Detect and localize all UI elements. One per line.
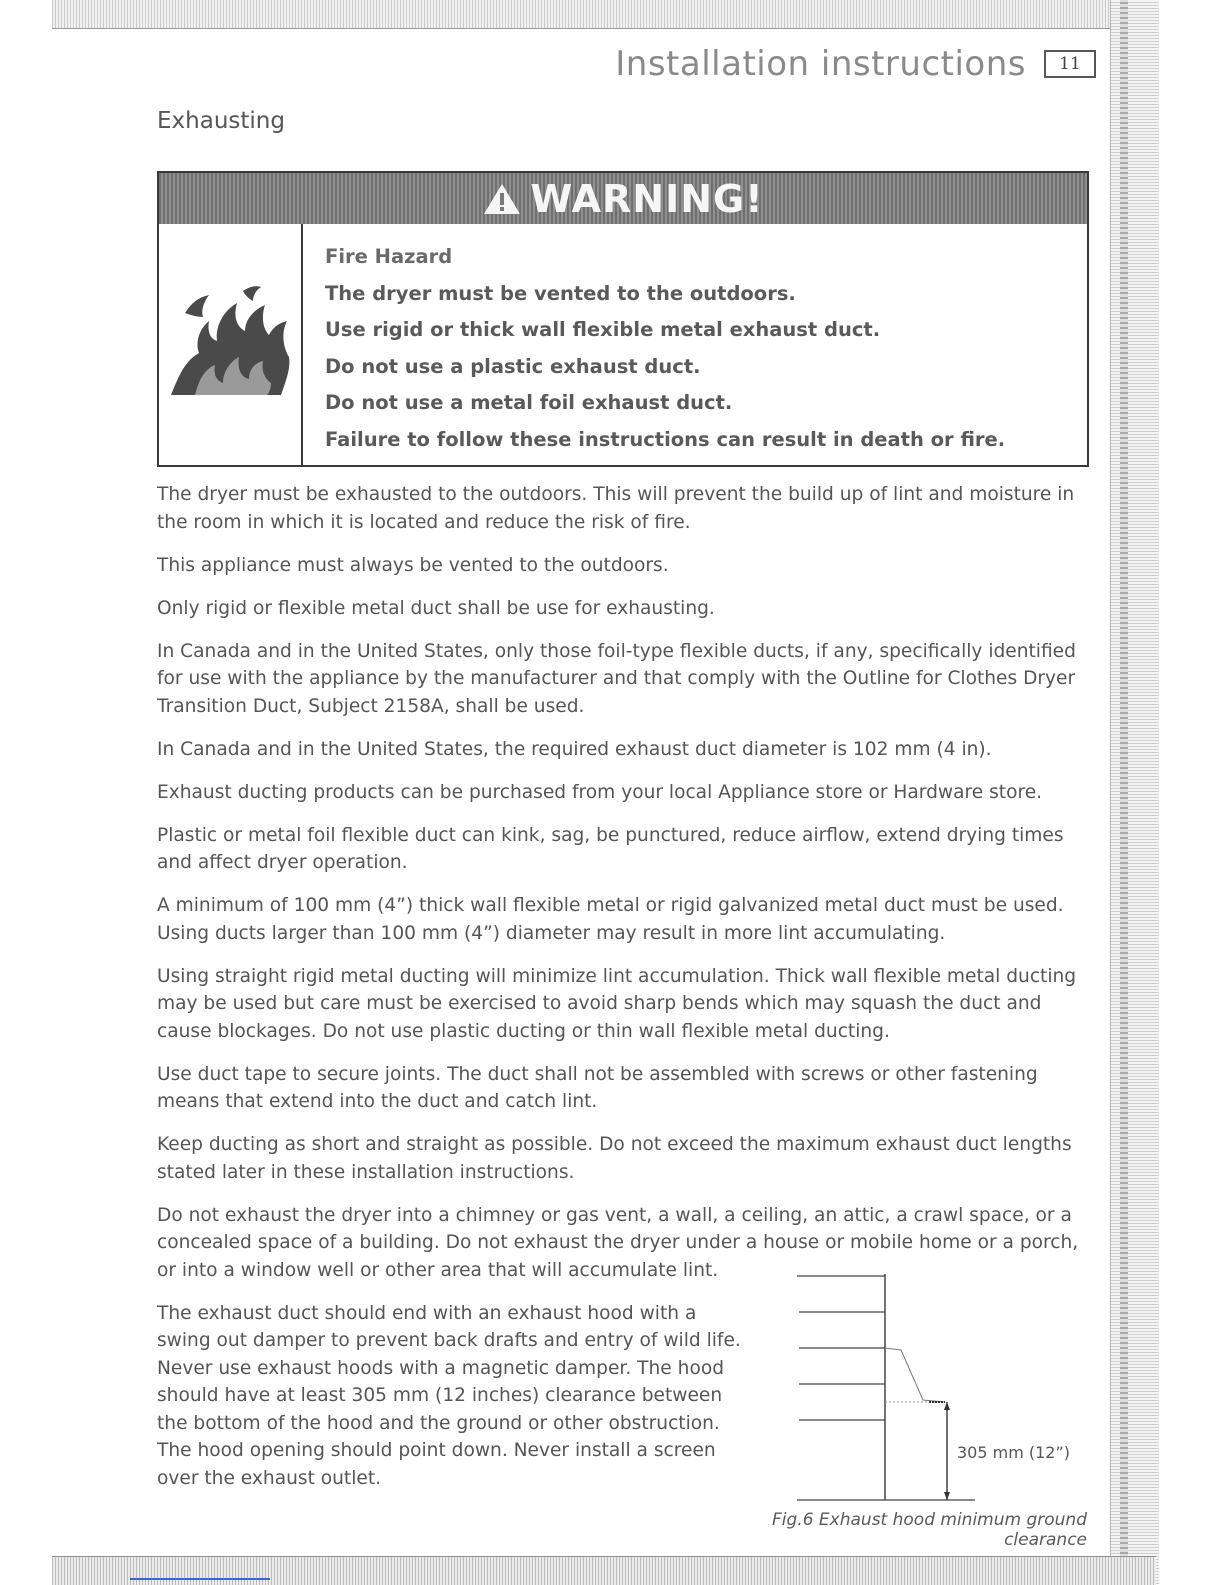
paragraph: Plastic or metal foil flexible duct can kink, sag, be punctured, reduce airflow, extend drying times and affect dryer operation. bbox=[157, 824, 1064, 873]
paragraph: The dryer must be exhausted to the outdoors. This will prevent the build up of lint and moisture in the room in which it is located and reduce the risk of fire. bbox=[157, 484, 1075, 533]
fire-hazard-icon bbox=[165, 283, 295, 407]
warning-line: Use rigid or thick wall flexible metal exhaust duct. bbox=[325, 318, 881, 341]
warning-line: The dryer must be vented to the outdoors. bbox=[325, 281, 796, 305]
paragraph: Use duct tape to secure joints. The duct shall not be assembled with screws or other fastening means that extend into the duct and catch lint. bbox=[157, 1063, 1038, 1112]
warning-triangle-icon bbox=[482, 182, 522, 216]
scan-edge-right bbox=[1110, 0, 1159, 1584]
warning-line: Do not use a metal foil exhaust duct. bbox=[325, 391, 733, 414]
paragraph: Using straight rigid metal ducting will minimize lint accumulation. Thick wall flexible metal ducting may be used but care must be exercised to avoid sharp bends which may squash the duct and cause blockages. Do not use plastic ducting or thin wall flexible metal ducting. bbox=[157, 965, 1077, 1042]
page-number: 11 bbox=[1044, 50, 1096, 78]
warning-box bbox=[157, 171, 1089, 467]
warning-title: WARNING! bbox=[530, 176, 764, 221]
paragraph: This appliance must always be vented to the outdoors. bbox=[157, 554, 669, 576]
scan-edge-top bbox=[52, 0, 1156, 29]
exhaust-hood-figure bbox=[795, 1272, 1095, 1504]
warning-header bbox=[159, 173, 1087, 224]
paragraph: In Canada and in the United States, the required exhaust duct diameter is 102 mm (4 in). bbox=[157, 738, 992, 760]
warning-icon-cell bbox=[159, 224, 303, 465]
figure-caption: Fig.6 Exhaust hood minimum ground clearance bbox=[772, 1510, 1087, 1550]
scan-edge-right-band bbox=[1120, 0, 1128, 1584]
scan-edge-link-mark bbox=[130, 1578, 270, 1580]
warning-text bbox=[325, 239, 1075, 458]
warning-line: Do not use a plastic exhaust duct. bbox=[325, 354, 701, 378]
warning-heading: Fire Hazard bbox=[325, 245, 453, 268]
paragraph-exhaust-hood: The exhaust duct should end with an exhaust hood with a swing out damper to prevent back drafts and entry of wild life. Never use exhaust hoods with a magnetic damper. The hood should have at least 305 mm (12 inches) clearance between the bottom of the hood and the ground or other obstruction. The hood opening should point down. Never install a screen over the exhaust outlet. bbox=[157, 1302, 741, 1489]
paragraph: Only rigid or flexible metal duct shall be use for exhausting. bbox=[157, 597, 715, 619]
paragraph: A minimum of 100 mm (4”) thick wall flexible metal or rigid galvanized metal duct must be used. Using ducts larger than 100 mm (4”) diameter may result in more lint accumulating. bbox=[157, 895, 1064, 944]
paragraph: In Canada and in the United States, only those foil-type flexible ducts, if any, specifically identified for use with the appliance by the manufacturer and that comply with the Outline for Clothes Dryer Transition Duct, Subject 2158A, shall be used. bbox=[157, 640, 1076, 717]
scan-edge-bottom bbox=[52, 1556, 1156, 1585]
clearance-dimension-label: 305 mm (12”) bbox=[957, 1443, 1071, 1462]
paragraph: Do not exhaust the dryer into a chimney or gas vent, a wall, a ceiling, an attic, a crawl space, or a concealed space of a building. Do not exhaust the dryer under a house or mobile home or a porch, or into a window well or other area that will accumulate lint. bbox=[157, 1204, 1079, 1281]
section-title: Exhausting bbox=[157, 108, 285, 134]
exhaust-hood-diagram bbox=[795, 1272, 1095, 1504]
page-title: Installation instructions bbox=[615, 44, 1026, 84]
paragraph: Exhaust ducting products can be purchased from your local Appliance store or Hardware store. bbox=[157, 781, 1043, 803]
paragraph: Keep ducting as short and straight as possible. Do not exceed the maximum exhaust duct lengths stated later in these installation instructions. bbox=[157, 1134, 1072, 1183]
warning-line: Failure to follow these instructions can result in death or fire. bbox=[325, 427, 1006, 451]
page-header bbox=[600, 40, 1096, 88]
